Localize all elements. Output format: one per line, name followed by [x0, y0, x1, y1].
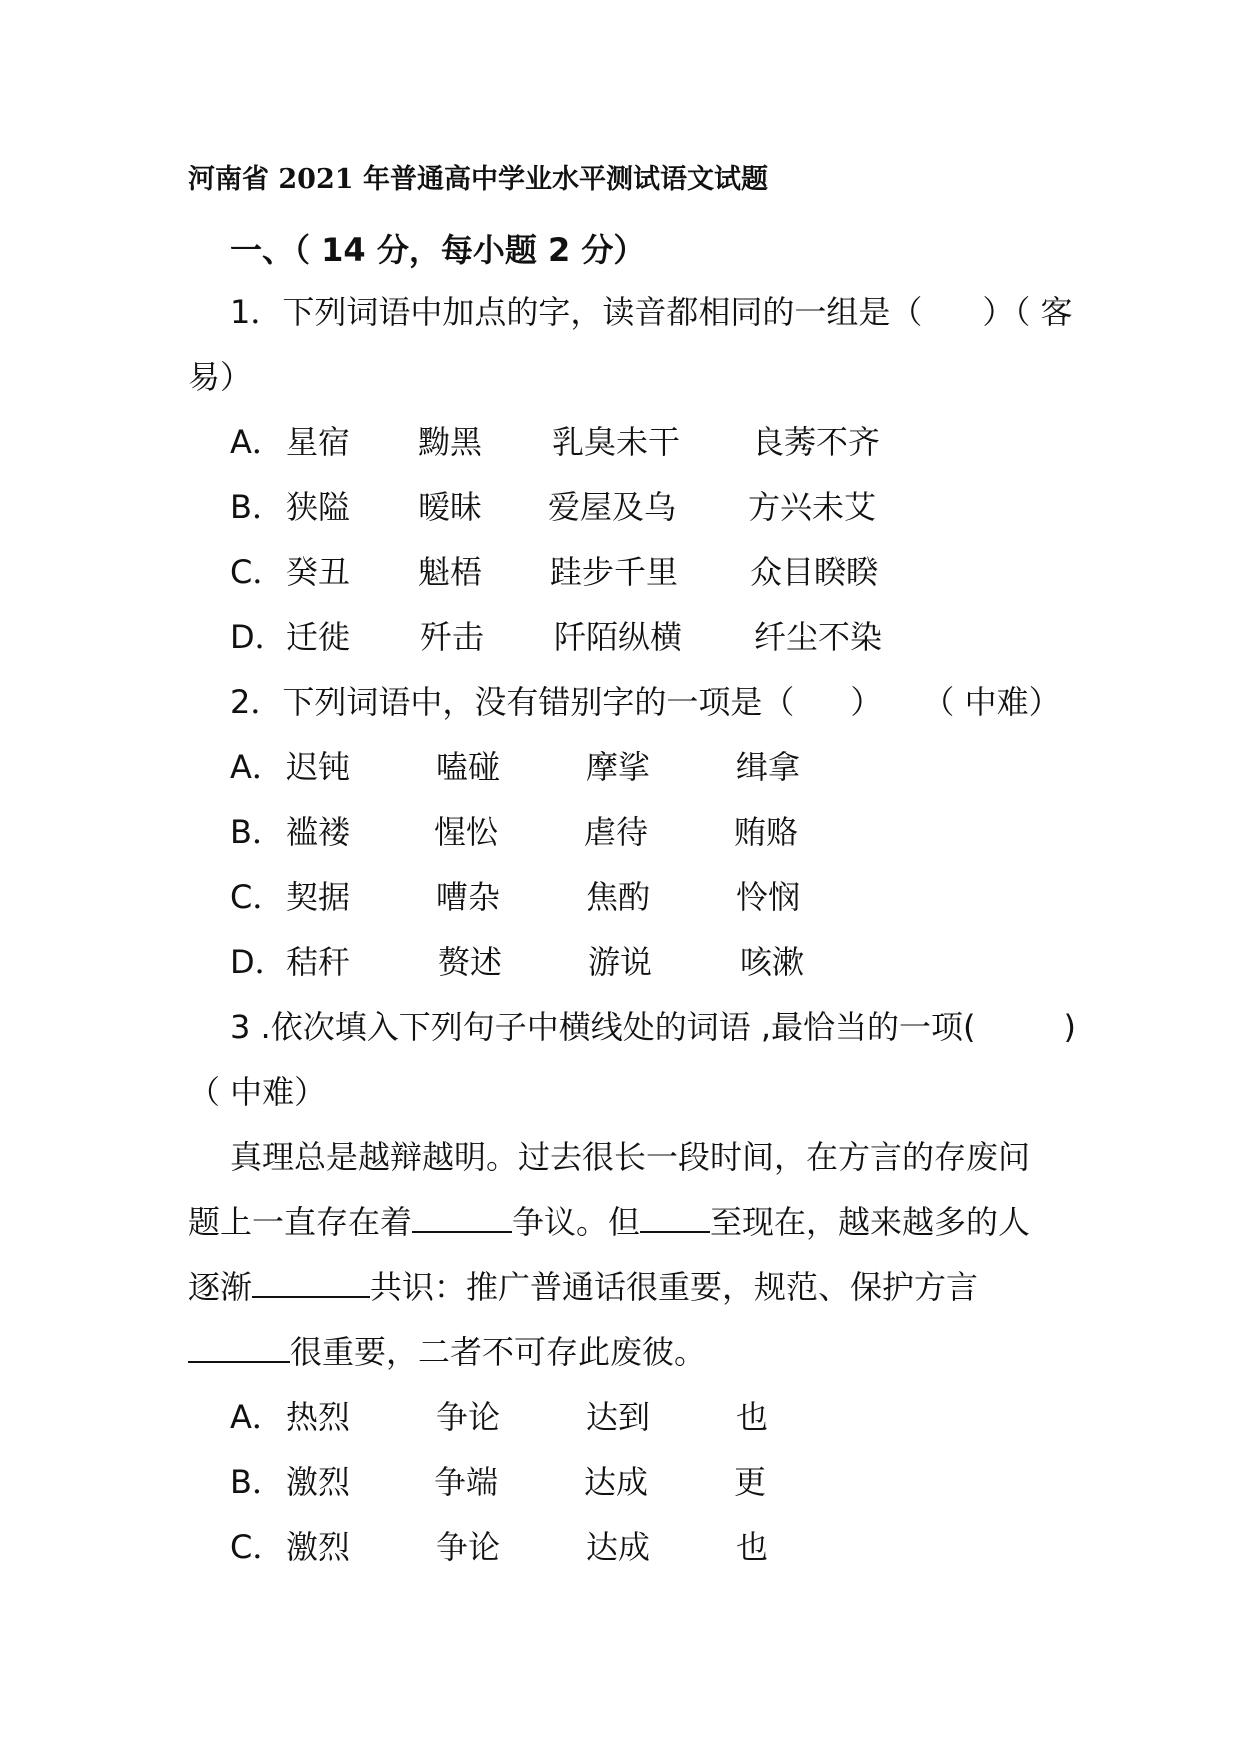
document-title: 河南省 2021 年普通高中学业水平测试语文试题	[188, 164, 768, 195]
option-word: 争论	[436, 1398, 501, 1436]
option-word: 褴褛	[286, 813, 351, 851]
option-label: D．	[230, 618, 287, 656]
fill-blank-1	[412, 1201, 512, 1233]
option-word: 跬步千里	[550, 553, 679, 591]
option-word: 更	[734, 1463, 767, 1501]
option-label: C．	[230, 878, 285, 916]
option-word: 纤尘不染	[754, 618, 883, 656]
option-word: 怜悯	[736, 878, 801, 916]
option-word: 癸丑	[286, 553, 351, 591]
option-word: 迁徙	[286, 618, 351, 656]
question-1-difficulty: 易）	[188, 358, 253, 396]
option-word: 激烈	[286, 1463, 351, 1501]
option-label: C．	[230, 1528, 285, 1566]
option-word: 也	[736, 1528, 769, 1566]
option-label: B．	[230, 1463, 284, 1501]
option-word: 缉拿	[736, 748, 801, 786]
option-word: 方兴未艾	[748, 488, 877, 526]
option-word: 星宿	[286, 423, 351, 461]
option-label: D．	[230, 943, 287, 981]
option-label: A．	[230, 748, 284, 786]
question-3-stem-close: )	[1063, 1008, 1077, 1046]
passage-text: 争议。但	[512, 1203, 641, 1241]
option-word: 嘈杂	[436, 878, 501, 916]
option-word: 争端	[434, 1463, 499, 1501]
option-word: 狭隘	[286, 488, 351, 526]
option-word: 歼击	[420, 618, 485, 656]
passage-text: 题上一直存在着	[188, 1203, 413, 1241]
option-word: 也	[736, 1398, 769, 1436]
question-1-stem-text: 1．下列词语中加点的字，读音都相同的一组是（	[230, 293, 923, 331]
option-word: 摩挲	[586, 748, 651, 786]
question-3-difficulty: （ 中难）	[188, 1073, 327, 1111]
option-word: 虐待	[584, 813, 649, 851]
passage-text: 逐渐	[188, 1268, 253, 1306]
option-word: 贿赂	[734, 813, 799, 851]
section-heading: 一、（ 14 分，每小题 2 分）	[230, 231, 646, 269]
option-label: B．	[230, 813, 284, 851]
question-2-stem-close: ）	[850, 683, 883, 721]
option-word: 迟钝	[286, 748, 351, 786]
option-word: 阡陌纵横	[554, 618, 683, 656]
option-word: 热烈	[286, 1398, 351, 1436]
option-word: 达成	[584, 1463, 649, 1501]
fill-blank-2	[640, 1201, 710, 1233]
option-word: 嗑碰	[436, 748, 501, 786]
option-word: 激烈	[286, 1528, 351, 1566]
passage-text: 共识：推广普通话很重要，规范、保护方言	[370, 1268, 979, 1306]
question-2-difficulty: （ 中难）	[922, 683, 1061, 721]
option-word: 魁梧	[418, 553, 483, 591]
option-word: 秸秆	[286, 943, 351, 981]
option-word: 契据	[286, 878, 351, 916]
option-word: 暧昧	[418, 488, 483, 526]
option-label: A．	[230, 1398, 284, 1436]
option-word: 达到	[586, 1398, 651, 1436]
option-word: 赘述	[438, 943, 503, 981]
option-word: 咳漱	[740, 943, 805, 981]
passage-line-2	[188, 1200, 1030, 1244]
passage-text: 很重要，二者不可存此废彼。	[290, 1333, 707, 1371]
option-word: 争论	[436, 1528, 501, 1566]
option-word: 游说	[588, 943, 653, 981]
passage-line-4	[188, 1330, 706, 1374]
option-label: B．	[230, 488, 284, 526]
passage-text: 至现在，越来越多的人	[710, 1203, 1031, 1241]
question-2-stem-text: 2．下列词语中，没有错别字的一项是（	[230, 683, 795, 721]
option-word: 乳臭未干	[552, 423, 681, 461]
fill-blank-3	[252, 1266, 370, 1298]
option-label: A．	[230, 423, 284, 461]
question-1-stem	[230, 290, 1073, 334]
option-word: 焦酌	[586, 878, 651, 916]
option-label: C．	[230, 553, 285, 591]
option-word: 惺忪	[434, 813, 499, 851]
passage-line-3	[188, 1265, 978, 1309]
question-2-stem	[230, 680, 1061, 724]
question-1-stem-tail: ）（ 客	[982, 293, 1073, 331]
fill-blank-4	[188, 1331, 290, 1363]
question-3-stem-text: 3 .依次填入下列句子中横线处的词语 ,最恰当的一项(	[230, 1008, 976, 1046]
option-word: 黝黑	[418, 423, 483, 461]
passage-line-1: 真理总是越辩越明。过去很长一段时间，在方言的存废问	[230, 1138, 1031, 1176]
question-3-stem	[230, 1005, 1076, 1049]
option-word: 达成	[586, 1528, 651, 1566]
option-word: 众目睽睽	[750, 553, 879, 591]
option-word: 爱屋及乌	[548, 488, 677, 526]
option-word: 良莠不齐	[752, 423, 881, 461]
